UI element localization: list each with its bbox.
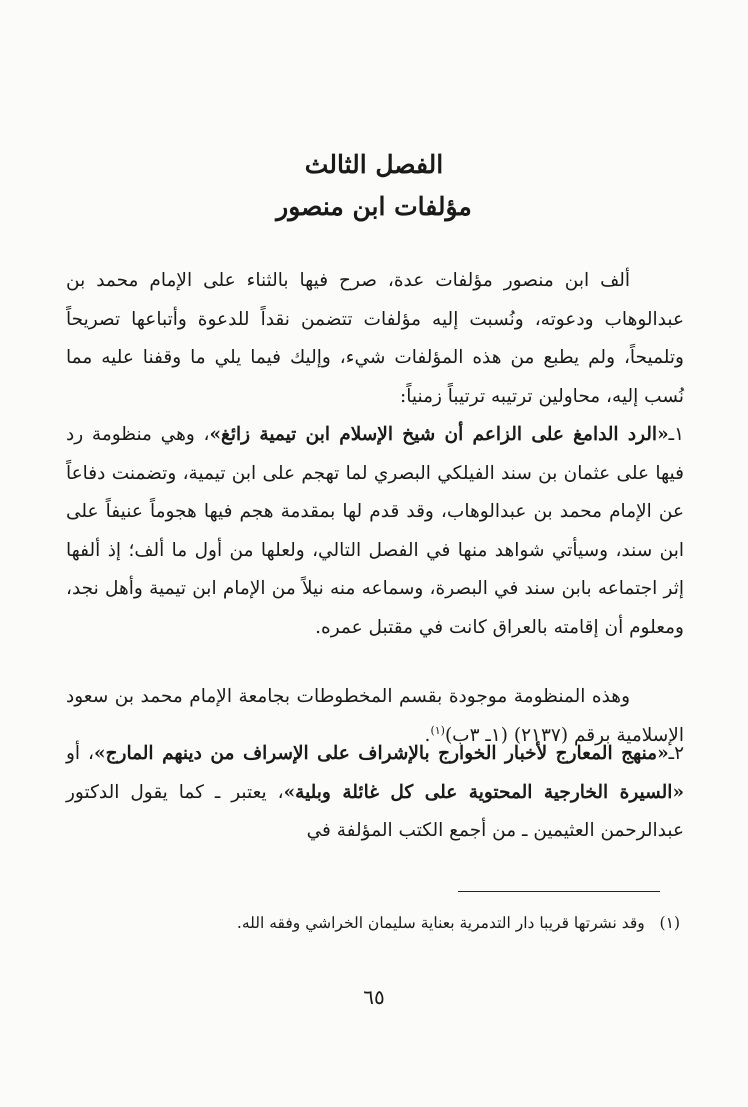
- manuscript-note-text: وهذه المنظومة موجودة بقسم المخطوطات بجامعة الإمام محمد بن سعود الإسلامية برقم (٢١٣٧) (١ـ ٣ب): [66, 686, 684, 746]
- footnote-reference: (١): [430, 723, 445, 737]
- item-number: ١ـ: [668, 424, 684, 445]
- page-number: ٦٥: [363, 985, 385, 1009]
- chapter-heading: الفصل الثالث: [304, 150, 444, 179]
- footnote-text: وقد نشرتها قريبا دار التدمرية بعناية سليمان الخراشي وفقه الله.: [236, 914, 645, 932]
- quote-close: »: [283, 781, 296, 803]
- quote-close: »: [94, 743, 106, 764]
- intro-paragraph: [66, 262, 684, 416]
- quote-close: »: [209, 424, 222, 445]
- item-text: ، وهي منظومة رد فيها على عثمان بن سند الفيلكي البصري لما تهجم على ابن تيمية، وتضمنت دفاعاً عن الإمام محمد بن عبدالوهاب، وقد قدم لها بمقدمة هجم فيها هجوماً عنيفاً على ابن سند، وسيأتي شواهد منها في الفصل التالي، ولعلها من أول ما ألف؛ إذ ألفها إثر اجتماعه بابن سند في البصرة، وسماعه منه نيلاً من الإمام ابن تيمية وأهل نجد، ومعلوم أن إقامته بالعراق كانت في مقتبل عمره.: [66, 424, 684, 638]
- list-item-1: [66, 416, 684, 648]
- quote-open: «: [672, 781, 684, 803]
- manuscript-note-end: .: [424, 724, 431, 746]
- footnote-divider: [458, 891, 660, 892]
- alternate-title: السيرة الخارجية المحتوية على كل غائلة وبلية: [295, 781, 673, 803]
- connector-text: ، أو: [66, 743, 95, 764]
- intro-text: ألف ابن منصور مؤلفات عدة، صرح فيها بالثناء على الإمام محمد بن عبدالوهاب ودعوته، ونُسبت إليه مؤلفات تتضمن نقداً للدعوة وأتباعها تصريحاً وتلميحاً، ولم يطبع من هذه المؤلفات شيء، وإليك فيما يلي ما وقفنا عليه مما نُسب إليه، محاولين ترتيبه ترتيباً زمنياً:: [66, 270, 684, 407]
- item-number: ٢ـ: [668, 743, 684, 764]
- footnote: [66, 911, 680, 935]
- footnote-marker: (١): [659, 914, 680, 932]
- list-item-2: [66, 735, 684, 851]
- item-text: ، يعتبر ـ كما يقول الدكتور عبدالرحمن العثيمين ـ من أجمع الكتب المؤلفة في: [66, 781, 684, 842]
- chapter-title: مؤلفات ابن منصور: [276, 192, 472, 221]
- book-title: الرد الدامغ على الزاعم أن شيخ الإسلام ابن تيمية زائغ: [221, 424, 658, 445]
- quote-open: «: [657, 424, 669, 445]
- quote-open: «: [657, 743, 669, 764]
- book-title: منهج المعارج لأخبار الخوارج بالإشراف على الإسراف من دينهم المارج: [105, 743, 658, 764]
